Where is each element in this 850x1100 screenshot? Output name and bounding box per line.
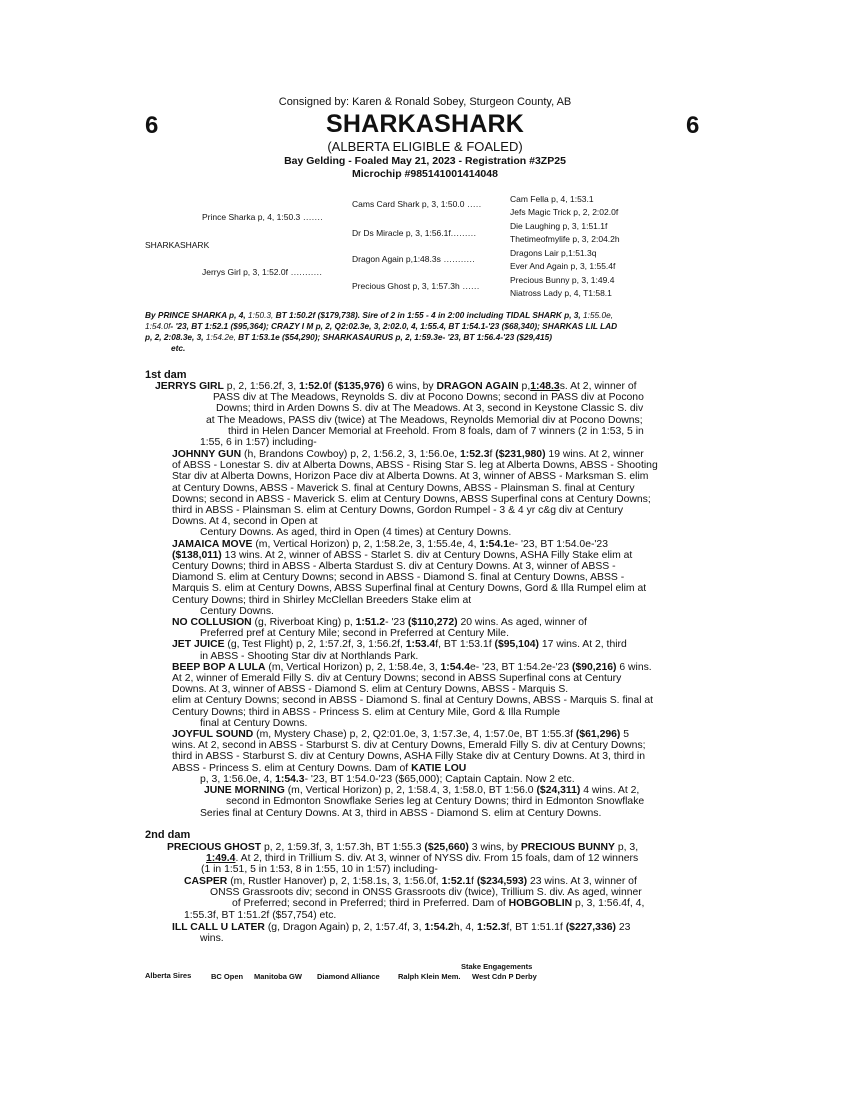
- pedigree-sire-dam: Dr Ds Miracle p, 3, 1:56.1f.........: [352, 228, 477, 238]
- pedigree-g4: Thetimeofmylife p, 3, 2:04.2h: [510, 234, 620, 244]
- produce-list: [172, 449, 707, 819]
- second-dam-heading: 2nd dam: [145, 829, 191, 841]
- hip-number-right: 6: [686, 112, 700, 139]
- pedigree-g1: Cam Fella p, 4, 1:53.1: [510, 194, 594, 204]
- stake-diamond-alliance: Diamond Alliance: [317, 972, 380, 981]
- pedigree-dam: Jerrys Girl p, 3, 1:52.0f ...........: [202, 267, 323, 277]
- produce-june-morning: JUNE MORNING (m, Vertical Horizon) p, 2, 1:58.4, 3, 1:58.0, BT 1:56.0 ($24,311) 4 wins. At 2, second in Edmonton Snowflake Series leg at Century Downs; third in Edmonton Snowflake Series final at Century Downs. At 3, third in ABSS - Diamond S. elim at Century Downs.: [200, 785, 645, 819]
- hip-number-left: 6: [145, 112, 159, 139]
- produce-ill-call-u-later: ILL CALL U LATER (g, Dragon Again) p, 2, 1:57.4f, 3, 1:54.2h, 4, 1:52.3f, BT 1:51.1f ($227,336) 23 wins.: [172, 922, 631, 945]
- produce-casper: CASPER (m, Rustler Hanover) p, 2, 1:58.1s, 3, 1:56.0f, 1:52.1f ($234,593) 23 wins. At 3, winner of ONSS Grassroots div; second in ONSS Grassroots div (twice), Trillium S. div. As aged, winner of Preferred; second in Preferred; third in Preferred. Dam of HOBGOBLIN p, 3, 1:56.4f, 4, 1:55.3f, BT 1:51.2f ($57,754) etc.: [184, 876, 645, 921]
- produce-no-collusion: NO COLLUSION (g, Riverboat King) p, 1:51.2- '23 ($110,272) 20 wins. As aged, winner of Preferred pref at Century Mile; second in Preferred at Century Mile.: [172, 617, 587, 640]
- pedigree-g7: Precious Bunny p, 3, 1:49.4: [510, 275, 615, 285]
- microchip: Microchip #985141001414048: [352, 168, 498, 180]
- produce-beep-bop-a-lula: BEEP BOP A LULA (m, Vertical Horizon) p, 2, 1:58.4e, 3, 1:54.4e- '23, BT 1:54.2e-'23 ($90,216) 6 wins. At 2, winner of Emerald Filly S. div at Century Downs; second in ABSS Superfinal cons at Century Downs. At 3, winner of ABSS - Diamond S. elim at Century Downs, ABSS - Marquis S. elim at Century Downs; second in ABSS - Diamond S. final at Century Downs, ABSS - Marquis S. final at Century Downs; third in ABSS - Princess S. elim at Century Mile, Gord & Illa Rumple final at Century Downs.: [172, 661, 654, 729]
- first-dam-entry: JERRYS GIRL p, 2, 1:56.2f, 3, 1:52.0f ($135,976) 6 wins, by DRAGON AGAIN p,1:48.3s. At 2, winner of PASS div at The Meadows, Reynolds S. div at Pocono Downs; second in PASS div at Pocono Downs; third in Arden Downs S. div at The Meadows. At 3, second in Keystone Classic S. div at The Meadows, PASS div (twice) at The Meadows, Reynolds Memorial div at Pocono Downs; third in Helen Dancer Memorial at Freehold. From 8 foals, dam of 7 winners (2 in 1:53, 5 in 1:55, 6 in 1:57) including-: [155, 381, 644, 449]
- pedigree-dam-sire: Dragon Again p,1:48.3s ...........: [352, 254, 476, 264]
- pedigree-sire: Prince Sharka p, 4, 1:50.3 .......: [202, 212, 324, 222]
- stake-west-cdn-derby: West Cdn P Derby: [472, 972, 537, 981]
- stake-ralph-klein: Ralph Klein Mem.: [398, 972, 461, 981]
- pedigree-g5: Dragons Lair p,1:51.3q: [510, 248, 597, 258]
- produce-jamaica-move: JAMAICA MOVE (m, Vertical Horizon) p, 2, 1:58.2e, 3, 1:55.4e, 4, 1:54.1e- '23, BT 1:54.0e-'23 ($138,011) 13 wins. At 2, winner of ABSS - Starlet S. div at Century Downs, ASHA Filly Stake elim at Century Downs; third in ABSS - Alberta Stardust S. div at Century Downs. At 3, winner of ABSS - Diamond S. elim at Century Downs; second in ABSS - Diamond S. final at Century Downs, ABSS - Marquis S. elim at Century Downs, ABSS Superfinal final at Century Downs, Gord & Illa Rumpel elim at Century Downs; third in Shirley McClellan Breeders Stake elim at Century Downs.: [172, 538, 647, 617]
- horse-name: SHARKASHARK: [325, 110, 525, 138]
- pedigree-subject: SHARKASHARK: [145, 240, 210, 250]
- stake-bc-open: BC Open: [211, 972, 244, 981]
- pedigree-sire-sire: Cams Card Shark p, 3, 1:50.0 .....: [352, 199, 482, 209]
- stake-heading: Stake Engagements: [461, 962, 533, 971]
- pedigree-dam-dam: Precious Ghost p, 3, 1:57.3h ......: [352, 281, 480, 291]
- eligibility: (ALBERTA ELIGIBLE & FOALED): [327, 139, 523, 154]
- stake-alberta-sires: Alberta Sires: [145, 971, 192, 980]
- first-dam-heading: 1st dam: [145, 369, 187, 381]
- pedigree-g3: Die Laughing p, 3, 1:51.1f: [510, 221, 608, 231]
- pedigree-g2: Jefs Magic Trick p, 2, 2:02.0f: [510, 207, 619, 217]
- sire-summary: By PRINCE SHARKA p, 4, 1:50.3, BT 1:50.2f ($179,738). Sire of 2 in 1:55 - 4 in 2:00 including TIDAL SHARK p, 3, 1:55.0e, 1:54.0f- '23, BT 1:52.1 ($95,364); CRAZY I M p, 2, Q2:02.3e, 3, 2:02.0, 4, 1:55.4, BT 1:54.1-'23 ($68,340); SHARKAS LIL LAD p, 2, 2:08.3e, 3, 1:54.2e, BT 1:53.1e ($54,290); SHARKASAURUS p, 2, 1:59.3e- '23, BT 1:56.4-'23 ($29,415) etc.: [145, 310, 618, 353]
- produce-johnny-gun: JOHNNY GUN (h, Brandons Cowboy) p, 2, 1:56.2, 3, 1:56.0e, 1:52.3f ($231,980) 19 wins. At 2, winner of ABSS - Lonestar S. div at Alberta Downs, ABSS - Rising Star S. leg at Alberta Downs, ABSS - Shooting Star div at Alberta Downs, Horizon Pace div at Alberta Downs. At 3, winner of ABSS - Marksman S. elim at Century Downs, ABSS - Maverick S. final at Century Downs, ABSS - Plainsman S. final at Century Downs; second in ABSS - Maverick S. elim at Century Downs, ABSS Superfinal cons at Century Downs; third in ABSS - Plainsman S. elim at Century Downs, Gordon Rumpel - 3 & 4 yr c&g div at Century Downs. At 4, second in Open at Century Downs. As aged, third in Open (4 times) at Century Downs.: [172, 449, 658, 539]
- horse-description: Bay Gelding - Foaled May 21, 2023 - Registration #3ZP25: [284, 155, 566, 167]
- stake-manitoba-gw: Manitoba GW: [254, 972, 302, 981]
- pedigree-g8: Niatross Lady p, 4, T1:58.1: [510, 288, 612, 298]
- produce-jet-juice: JET JUICE (g, Test Flight) p, 2, 1:57.2f, 3, 1:56.2f, 1:53.4f, BT 1:53.1f ($95,104) 17 wins. At 2, third in ABSS - Shooting Star div at Northlands Park.: [172, 639, 627, 662]
- pedigree-g6: Ever And Again p, 3, 1:55.4f: [510, 261, 616, 271]
- second-dam-entry: PRECIOUS GHOST p, 2, 1:59.3f, 3, 1:57.3h, BT 1:55.3 ($25,660) 3 wins, by PRECIOUS BUNNY p, 3, 1:49.4. At 2, third in Trillium S. div. At 3, winner of NYSS div. From 15 foals, dam of 12 winners (1 in 1:51, 5 in 1:53, 8 in 1:55, 10 in 1:57) including-: [167, 842, 639, 876]
- produce-joyful-sound: JOYFUL SOUND (m, Mystery Chase) p, 2, Q2:01.0e, 3, 1:57.3e, 4, 1:57.0e, BT 1:55.3f ($61,296) 5 wins. At 2, second in ABSS - Starburst S. div at Century Downs, Emerald Filly S. div at Century Downs; third in ABSS - Starburst S. div at Century Downs, ASHA Filly Stake div at Century Downs. At 3, third in ABSS - Princess S. elim at Century Downs. Dam of KATIE LOU p, 3, 1:56.0e, 4, 1:54.3- '23, BT 1:54.0-'23 ($65,000); Captain Captain. Now 2 etc.: [172, 729, 646, 785]
- consignor-line: Consigned by: Karen & Ronald Sobey, Sturgeon County, AB: [278, 96, 572, 108]
